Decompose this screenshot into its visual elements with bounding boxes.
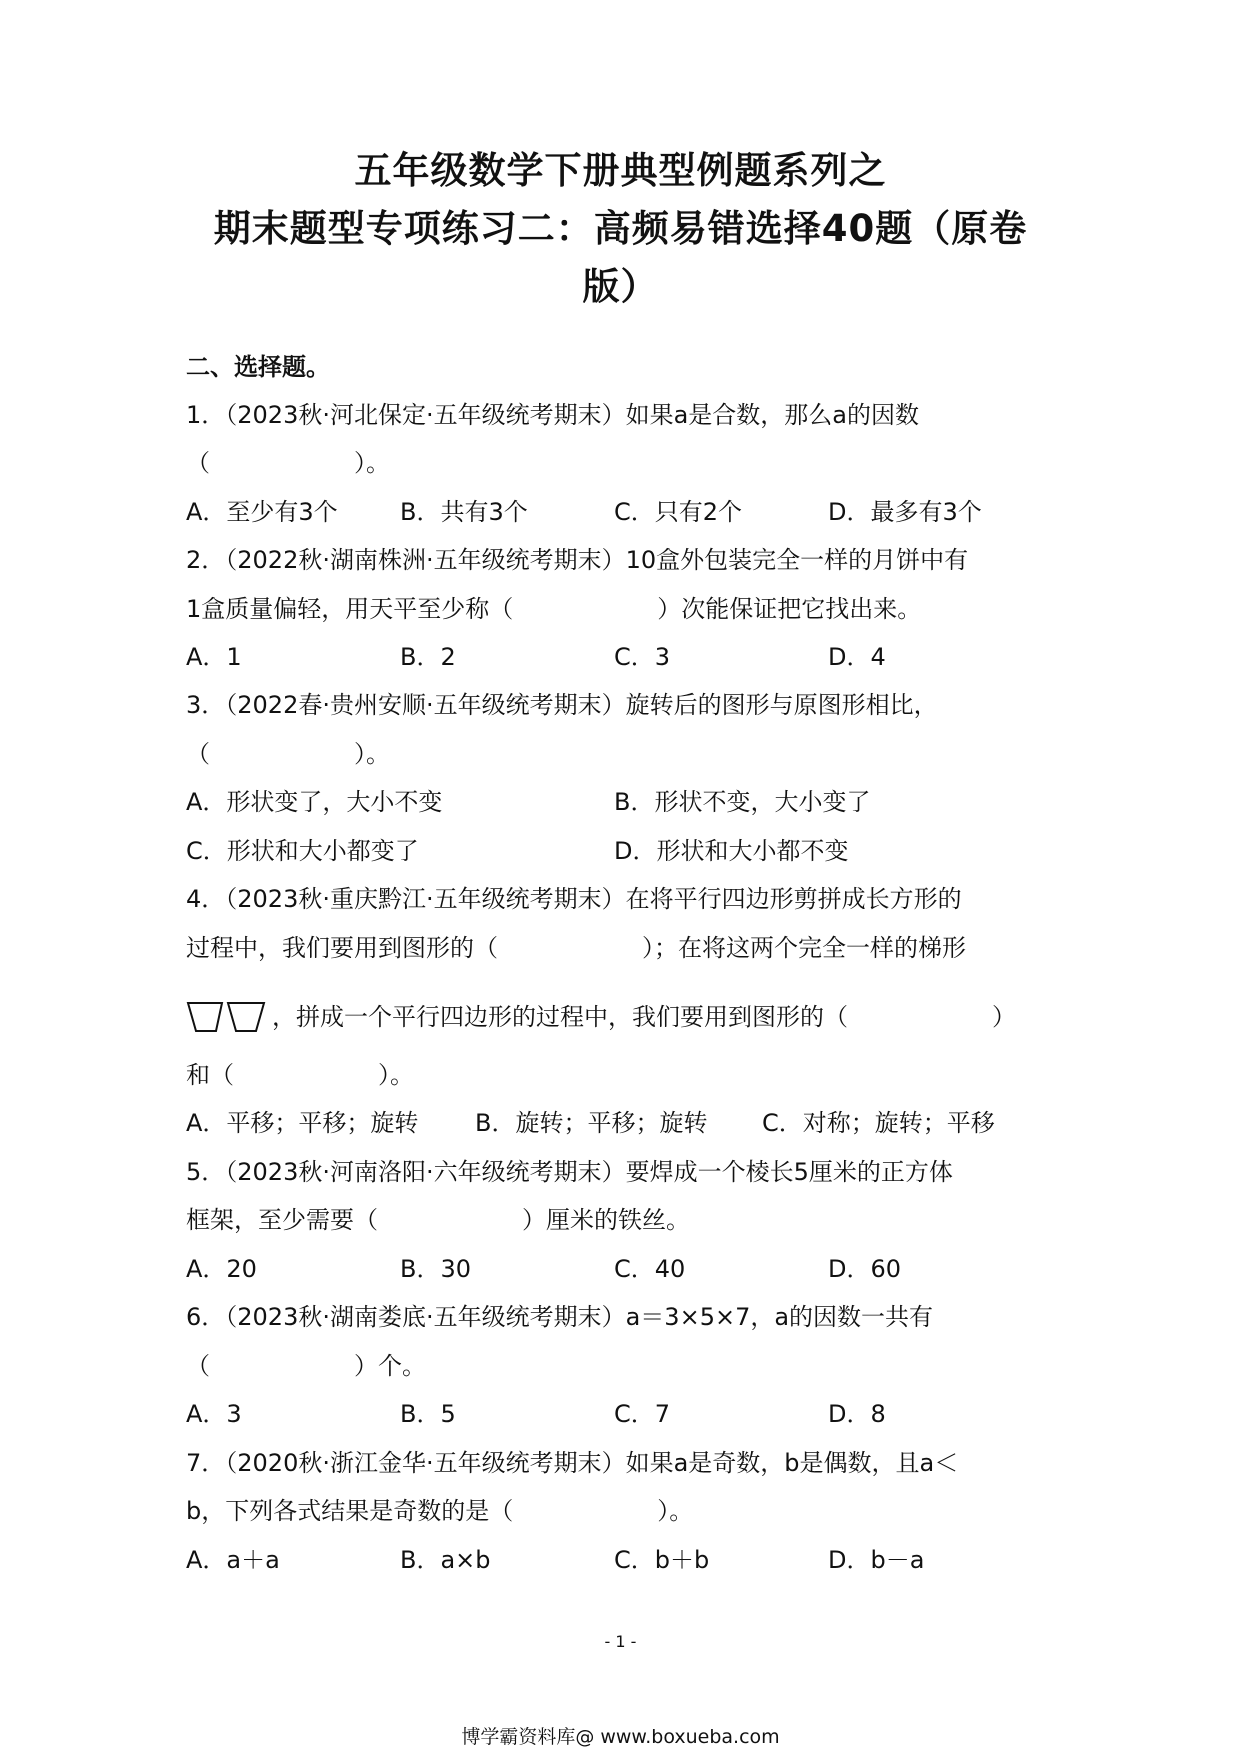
document-title-line-1: 五年级数学下册典型例题系列之 [354,149,887,192]
question-1-option-a: A．至少有3个 [186,498,338,526]
question-3-option-b: B．形状不变，大小变了 [614,788,871,816]
question-2-option-a: A．1 [186,643,242,671]
question-4-line-3: ，拼成一个平行四边形的过程中，我们要用到图形的（ ） [272,1003,1016,1031]
footer-site-link[interactable]: 博学霸资料库@ www.boxueba.com [461,1726,780,1748]
question-3-line-2: （ ）。 [186,740,390,768]
document-title-line-2: 期末题型专项练习二：高频易错选择40题（原卷 [213,207,1028,250]
question-1-line-2: （ ）。 [186,449,390,477]
question-1-option-b: B．共有3个 [400,498,528,526]
question-6-line-2: （ ）个。 [186,1352,426,1380]
question-4-line-4: 和（ ）。 [186,1061,414,1089]
question-6-option-a: A．3 [186,1400,242,1428]
question-1-option-d: D．最多有3个 [828,498,982,526]
question-2-option-d: D．4 [828,643,886,671]
two-trapezoids-figure [186,1000,268,1034]
question-6-line-1: 6．（2023秋·湖南娄底·五年级统考期末）a＝3×5×7，a的因数一共有 [186,1303,934,1331]
question-7-line-2: b，下列各式结果是奇数的是（ ）。 [186,1497,694,1525]
question-1-line-1: 1．（2023秋·河北保定·五年级统考期末）如果a是合数，那么a的因数 [186,401,920,429]
question-7-option-b: B．a×b [400,1546,491,1574]
question-5-option-c: C．40 [614,1255,686,1283]
question-3-option-d: D．形状和大小都不变 [614,837,849,865]
question-3-line-1: 3．（2022春·贵州安顺·五年级统考期末）旋转后的图形与原图形相比， [186,691,938,719]
document-title-line-3: 版） [582,265,659,308]
question-7-option-c: C．b＋b [614,1546,710,1574]
question-7-line-1: 7．（2020秋·浙江金华·五年级统考期末）如果a是奇数，b是偶数，且a＜ [186,1449,959,1477]
question-4-option-a: A．平移；平移；旋转 [186,1109,419,1137]
question-2-option-b: B．2 [400,643,456,671]
question-4-line-2: 过程中，我们要用到图形的（ ）；在将这两个完全一样的梯形 [186,934,966,962]
question-2-line-2: 1盒质量偏轻，用天平至少称（ ）次能保证把它找出来。 [186,595,922,623]
question-4-line-1: 4．（2023秋·重庆黔江·五年级统考期末）在将平行四边形剪拼成长方形的 [186,885,962,913]
question-5-option-d: D．60 [828,1255,902,1283]
question-7-option-d: D．b－a [828,1546,925,1574]
question-5-option-a: A．20 [186,1255,257,1283]
question-5-line-1: 5．（2023秋·河南洛阳·六年级统考期末）要焊成一个棱长5厘米的正方体 [186,1158,953,1186]
question-4-option-c: C．对称；旋转；平移 [762,1109,995,1137]
question-1-option-c: C．只有2个 [614,498,743,526]
question-5-line-2: 框架，至少需要（ ）厘米的铁丝。 [186,1206,690,1234]
question-4-option-b: B．旋转；平移；旋转 [475,1109,708,1137]
question-3-option-a: A．形状变了，大小不变 [186,788,443,816]
question-6-option-c: C．7 [614,1400,671,1428]
question-6-option-b: B．5 [400,1400,456,1428]
question-2-line-1: 2．（2022秋·湖南株洲·五年级统考期末）10盒外包装完全一样的月饼中有 [186,546,969,574]
section-heading: 二、选择题。 [186,353,330,381]
question-3-option-c: C．形状和大小都变了 [186,837,419,865]
question-5-option-b: B．30 [400,1255,472,1283]
question-6-option-d: D．8 [828,1400,886,1428]
question-7-option-a: A．a＋a [186,1546,280,1574]
page-number: - 1 - [604,1632,637,1651]
question-2-option-c: C．3 [614,643,671,671]
